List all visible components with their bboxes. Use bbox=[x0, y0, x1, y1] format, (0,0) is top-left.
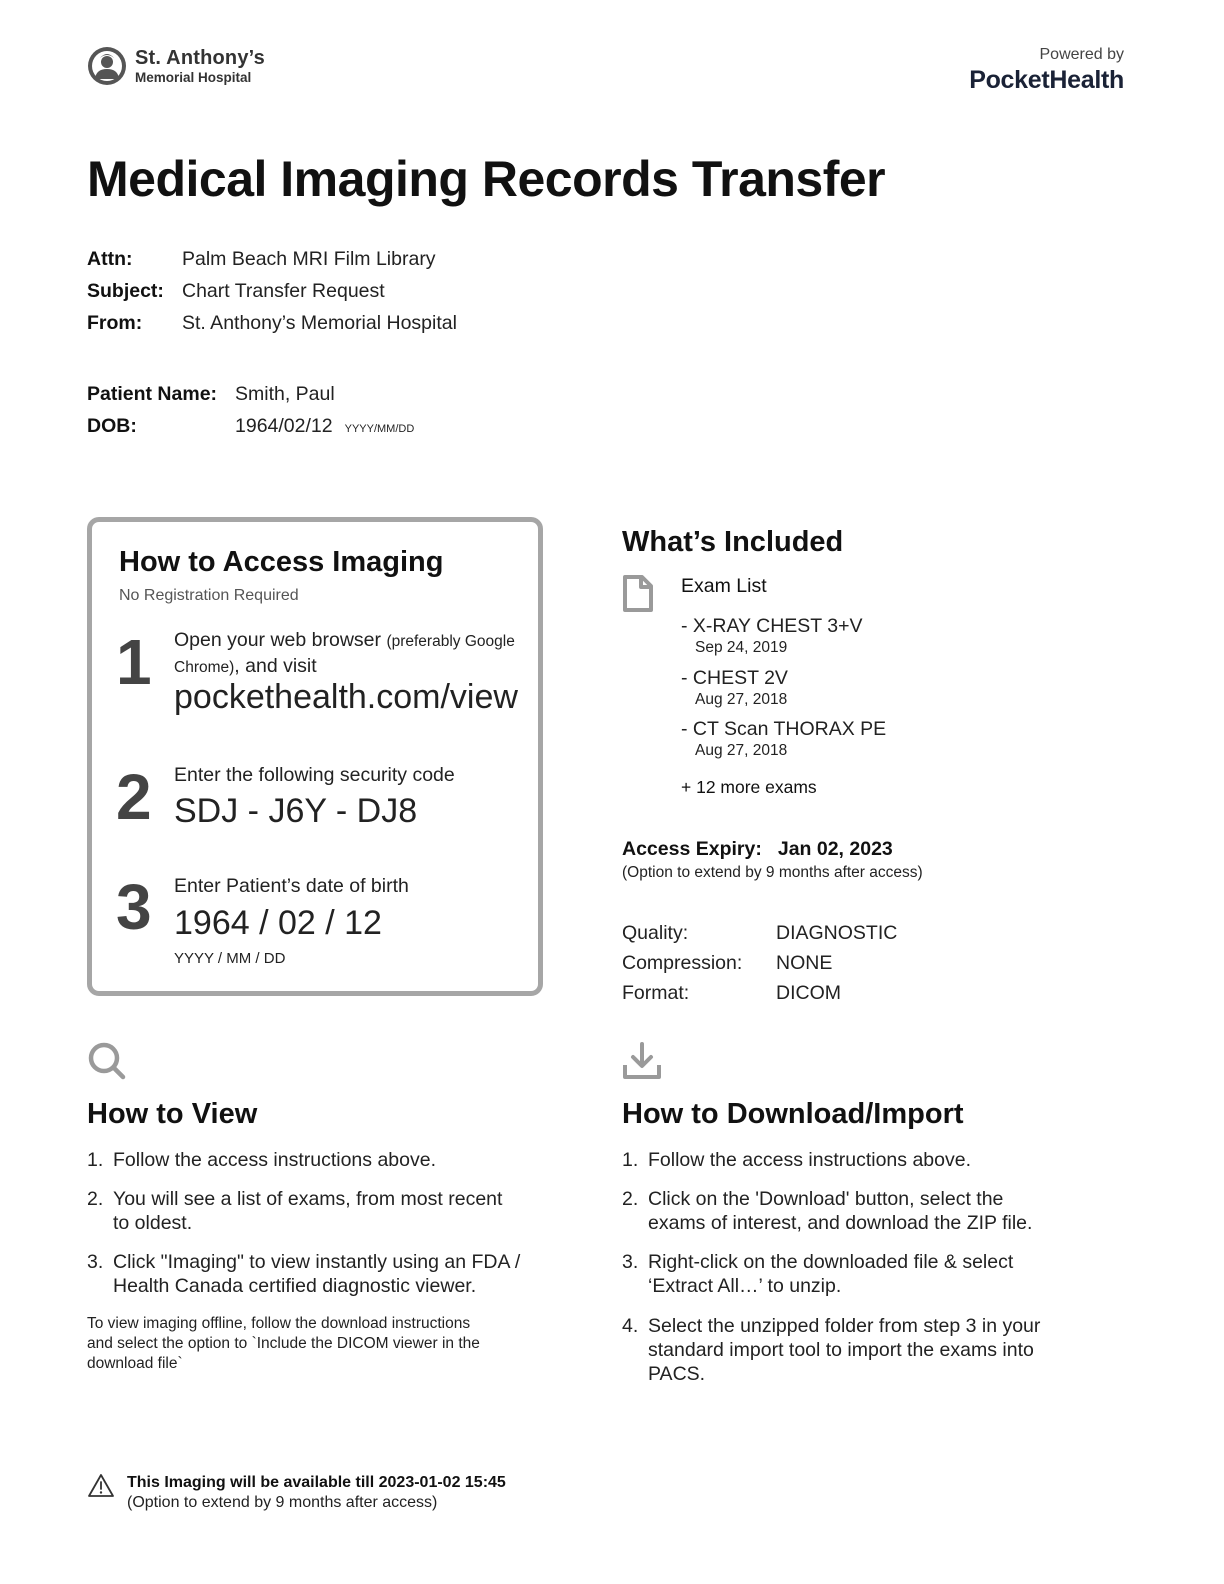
download-icon bbox=[622, 1041, 662, 1081]
format-value: DICOM bbox=[776, 982, 841, 1004]
compression-row bbox=[622, 952, 832, 975]
exam-name: - CHEST 2V bbox=[681, 667, 788, 689]
pockethealth-logo: PocketHealth bbox=[969, 66, 1124, 94]
hospital-logo-text bbox=[135, 48, 265, 85]
document-icon bbox=[622, 575, 654, 613]
list-item-number: 1. bbox=[622, 1149, 639, 1171]
quality-value: DIAGNOSTIC bbox=[776, 922, 898, 944]
list-item bbox=[87, 1148, 557, 1172]
dob-label: DOB: bbox=[87, 415, 137, 437]
list-item bbox=[622, 1250, 1062, 1298]
list-item-number: 1. bbox=[87, 1149, 104, 1171]
exam-name: - CT Scan THORAX PE bbox=[681, 718, 887, 740]
list-item bbox=[87, 1250, 557, 1298]
availability-note: (Option to extend by 9 months after access) bbox=[127, 1494, 438, 1511]
hospital-logo-icon bbox=[87, 46, 127, 86]
patient-name-label: Patient Name: bbox=[87, 383, 218, 405]
list-item-number: 4. bbox=[622, 1315, 639, 1337]
list-item-number: 2. bbox=[87, 1188, 104, 1210]
warning-icon bbox=[87, 1472, 115, 1500]
format-label: Format: bbox=[622, 982, 690, 1004]
list-item-text: Follow the access instructions above. bbox=[113, 1149, 436, 1171]
attn-value: Palm Beach MRI Film Library bbox=[182, 248, 436, 270]
list-item bbox=[622, 1187, 1042, 1235]
powered-by-label: Powered by bbox=[1039, 46, 1124, 63]
list-item-number: 3. bbox=[87, 1251, 104, 1273]
list-item-text: Click "Imaging" to view instantly using an FDA / Health Canada certified diagnostic viewer. bbox=[113, 1251, 521, 1297]
step-3-number: 3 bbox=[116, 871, 152, 943]
exam-date: Aug 27, 2018 bbox=[695, 742, 788, 759]
how-to-view-title: How to View bbox=[87, 1098, 258, 1130]
more-exams-count: + 12 more exams bbox=[681, 777, 817, 797]
step-2-number: 2 bbox=[116, 761, 152, 833]
format-row bbox=[622, 982, 841, 1005]
access-expiry-label: Access Expiry: bbox=[622, 838, 762, 860]
step-3-text: Enter Patient’s date of birth bbox=[174, 875, 409, 897]
hospital-subname: Memorial Hospital bbox=[135, 69, 252, 85]
access-url[interactable]: pockethealth.com/view bbox=[174, 678, 518, 716]
list-item-text: Follow the access instructions above. bbox=[648, 1149, 971, 1171]
offline-viewing-note: To view imaging offline, follow the download instructions and select the option to `Include the DICOM viewer in the download file` bbox=[87, 1315, 480, 1372]
list-item bbox=[87, 1187, 507, 1235]
how-to-download-title: How to Download/Import bbox=[622, 1098, 964, 1130]
compression-value: NONE bbox=[776, 952, 833, 974]
list-item bbox=[622, 1314, 1052, 1386]
list-item bbox=[622, 1148, 1082, 1172]
dob-format-hint: YYYY/MM/DD bbox=[344, 423, 415, 435]
subject-label: Subject: bbox=[87, 280, 164, 302]
from-label: From: bbox=[87, 312, 143, 334]
access-expiry-note: (Option to extend by 9 months after access) bbox=[622, 864, 923, 881]
access-instructions-box bbox=[87, 517, 543, 996]
step-1-text bbox=[174, 628, 534, 680]
list-item-number: 2. bbox=[622, 1188, 639, 1210]
list-item-text: Right-click on the downloaded file & select ‘Extract All…’ to unzip. bbox=[648, 1251, 1014, 1297]
from-row bbox=[87, 312, 457, 335]
patient-name-row bbox=[87, 383, 335, 406]
exam-item bbox=[681, 615, 863, 657]
exam-list-label: Exam List bbox=[681, 575, 767, 597]
exam-date: Sep 24, 2019 bbox=[695, 639, 788, 656]
compression-label: Compression: bbox=[622, 952, 743, 974]
subject-value: Chart Transfer Request bbox=[182, 280, 385, 302]
patient-name-value: Smith, Paul bbox=[235, 383, 335, 405]
security-code: SDJ - J6Y - DJ8 bbox=[174, 792, 418, 830]
access-expiry bbox=[622, 838, 893, 861]
dob-value: 1964/02/12 bbox=[235, 415, 333, 437]
step-1-text-b: , and visit bbox=[234, 655, 317, 677]
access-expiry-date: Jan 02, 2023 bbox=[777, 838, 893, 860]
list-item-text: Select the unzipped folder from step 3 in your standard import tool to import the exams into PACS. bbox=[648, 1315, 1041, 1385]
step-1-number: 1 bbox=[116, 626, 152, 698]
dob-format-label: YYYY / MM / DD bbox=[174, 950, 286, 967]
subject-row bbox=[87, 280, 385, 303]
dob-row bbox=[87, 415, 414, 438]
access-subtitle: No Registration Required bbox=[119, 587, 299, 604]
step-1-text-a: Open your web browser bbox=[174, 629, 387, 651]
availability-notice: This Imaging will be available till 2023-01-02 15:45 bbox=[127, 1474, 506, 1491]
from-value: St. Anthony’s Memorial Hospital bbox=[182, 312, 457, 334]
quality-row bbox=[622, 922, 897, 945]
list-item-number: 3. bbox=[622, 1251, 639, 1273]
whats-included-title: What’s Included bbox=[622, 526, 844, 558]
list-item-text: Click on the 'Download' button, select the exams of interest, and download the ZIP file. bbox=[648, 1188, 1033, 1234]
exam-item bbox=[681, 667, 788, 709]
search-icon bbox=[87, 1041, 127, 1081]
page-title: Medical Imaging Records Transfer bbox=[87, 151, 886, 207]
step-1-text-small: (preferably Google Chrome) bbox=[174, 633, 515, 676]
attn-row bbox=[87, 248, 436, 271]
hospital-logo bbox=[87, 46, 265, 86]
exam-name: - X-RAY CHEST 3+V bbox=[681, 615, 863, 637]
quality-label: Quality: bbox=[622, 922, 689, 944]
hospital-name: St. Anthony’s bbox=[135, 46, 266, 69]
exam-item bbox=[681, 718, 886, 760]
exam-date: Aug 27, 2018 bbox=[695, 691, 788, 708]
step-2-text: Enter the following security code bbox=[174, 764, 455, 786]
access-title: How to Access Imaging bbox=[119, 546, 444, 578]
patient-dob-large: 1964 / 02 / 12 bbox=[174, 904, 382, 942]
powered-by bbox=[969, 46, 1124, 95]
list-item-text: You will see a list of exams, from most recent to oldest. bbox=[113, 1188, 503, 1234]
attn-label: Attn: bbox=[87, 248, 133, 270]
